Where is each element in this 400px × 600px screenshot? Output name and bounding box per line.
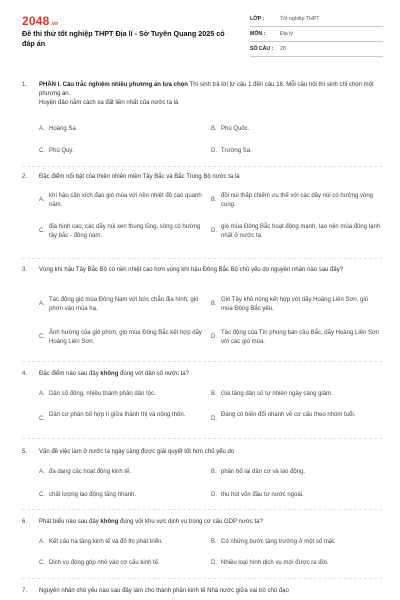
option-letter: A. <box>39 469 45 475</box>
option-a[interactable] <box>39 192 204 210</box>
question-stem <box>22 587 382 596</box>
question-divider <box>22 578 382 579</box>
question-number: 3. <box>22 267 28 273</box>
option-c[interactable] <box>39 223 204 241</box>
option-d[interactable] <box>211 491 381 500</box>
option-text: Nhiều loại hình dịch vụ mới được ra đời. <box>221 560 329 566</box>
option-b[interactable] <box>211 390 381 399</box>
option-letter: A. <box>39 126 45 132</box>
option-c[interactable] <box>39 329 204 347</box>
option-letter: D. <box>211 416 217 422</box>
option-d[interactable] <box>211 223 381 241</box>
option-letter: C. <box>39 228 45 234</box>
option-letter: C. <box>39 492 45 498</box>
option-text: Dân số đông, nhiều thành phần dân tộc. <box>49 391 156 397</box>
option-letter: A. <box>39 301 45 307</box>
question-number: 2. <box>22 174 28 180</box>
question-number: 7. <box>22 588 28 594</box>
exam-header <box>0 0 400 66</box>
exam-title: Đề thi thử tốt nghiệp THPT Địa lí - Sở Tuyên Quang 2025 có đáp án <box>22 29 225 48</box>
question-stem <box>22 370 382 379</box>
option-d[interactable] <box>211 559 381 568</box>
question-divider <box>22 361 382 362</box>
option-text: đồi núi thấp chiếm ưu thế với các dãy núi có hướng vòng cung. <box>221 193 373 208</box>
option-a[interactable] <box>39 468 204 477</box>
option-text: Đang có biến đổi nhanh về cơ cấu theo nhóm tuổi. <box>221 412 356 418</box>
option-letter: D. <box>211 228 217 234</box>
meta-value: Địa lý <box>280 31 293 37</box>
question-emphasis: không <box>100 371 119 377</box>
option-text: Phú Quốc. <box>221 126 250 132</box>
meta-row-count <box>250 42 383 57</box>
meta-label: MÔN : <box>250 31 266 37</box>
question-number: 1. <box>22 82 28 88</box>
option-d[interactable] <box>211 329 381 347</box>
option-b[interactable] <box>211 296 381 314</box>
option-letter: A. <box>39 539 45 545</box>
question-stem <box>22 448 382 457</box>
question-text: Nguyên nhân chủ yếu nào sau đây làm cho thành phần kinh tế Nhà nước giữa vai trò chủ đạo <box>39 588 289 594</box>
option-text: Ảnh hưởng của gió phơn, gió mùa Đông Bắc kết hợp dãy Hoàng Liên Sơn. <box>49 330 202 345</box>
option-text: Có những bước tăng trưởng ở một số mặt. <box>221 539 336 545</box>
option-letter: B. <box>211 469 217 475</box>
option-text: Gió Tây khô nóng kết hợp với dãy Hoàng Liên Sơn, gió mùa Đông Bắc yếu. <box>221 297 369 312</box>
option-text: Tác động của Tín phong bán cầu Bắc, dãy Hoàng Liên Sơn với các gió mùa. <box>221 330 380 345</box>
option-b[interactable] <box>211 468 381 477</box>
question-number: 5. <box>22 449 28 455</box>
question-text: Vùng khí hậu Tây Bắc Bộ có nền nhiệt cao hơn vùng khí hậu Đông Bắc Bộ chủ yếu do nguyên nhân nào sau đây? <box>39 267 344 273</box>
option-c[interactable] <box>39 491 204 500</box>
option-letter: B. <box>211 301 217 307</box>
option-a[interactable] <box>39 296 204 314</box>
option-text: phân bố lại dân cư và lao động. <box>221 469 306 475</box>
option-c[interactable] <box>39 411 204 424</box>
question-number: 6. <box>22 519 28 525</box>
question-stem <box>22 81 382 108</box>
option-letter: C. <box>39 148 45 154</box>
option-d[interactable] <box>211 411 381 424</box>
option-b[interactable] <box>211 125 381 134</box>
question-stem <box>22 266 382 275</box>
question-text: Huyện đảo nằm cách xa đất liền nhất của nước ta là <box>39 100 179 106</box>
option-text: Kết cấu hạ tầng kinh tế và đô thị phát triển. <box>49 539 164 545</box>
option-letter: A. <box>39 391 45 397</box>
question-stem <box>22 518 382 527</box>
question-divider <box>22 509 382 510</box>
option-text: Dịch vụ đóng góp nhỏ vào cơ cấu kinh tế. <box>49 560 160 566</box>
meta-row-class <box>250 12 383 27</box>
question-emphasis: không <box>100 519 119 525</box>
option-letter: D. <box>211 148 217 154</box>
section-title: PHẦN I. Câu trắc nghiệm nhiều phương án lựa chọn <box>39 82 188 88</box>
option-c[interactable] <box>39 147 204 156</box>
question-divider <box>22 258 382 259</box>
option-text: thu hút vốn đầu tư nước ngoài. <box>221 492 304 498</box>
option-text: Phú Quý. <box>49 148 75 154</box>
option-a[interactable] <box>39 125 204 134</box>
option-text: khí hậu cận xích đạo gió mùa với nền nhiệt độ cao quanh năm. <box>49 193 202 208</box>
question-divider <box>22 438 382 439</box>
option-text: Hoàng Sa. <box>49 126 78 132</box>
option-letter: D. <box>211 334 217 340</box>
question-text: Đặc điểm nào sau đây <box>39 371 101 377</box>
option-letter: C. <box>39 416 45 422</box>
option-text: chất lượng lao động tăng nhanh. <box>49 492 137 498</box>
option-b[interactable] <box>211 192 381 210</box>
option-d[interactable] <box>211 147 381 156</box>
option-text: Dân cư phân bố hợp lí giữa thành thị và nông thôn. <box>49 412 186 418</box>
question-text: Phát biểu nào sau đây <box>39 519 101 525</box>
option-b[interactable] <box>211 538 381 547</box>
question-divider <box>22 166 382 167</box>
option-text: đa dạng các hoạt động kinh tế. <box>49 469 132 475</box>
question-text: đúng với khu vực dịch vụ trong cơ cấu GDP nước ta? <box>118 519 263 525</box>
option-letter: B. <box>211 197 217 203</box>
option-c[interactable] <box>39 559 204 568</box>
option-text: địa hình cao, các dãy núi xen thung lũng, sông có hướng tây bắc - đông nam. <box>49 224 201 239</box>
option-letter: B. <box>211 126 217 132</box>
section-instructions: Thí sinh trả lời từ câu 1 đến câu 18. Mỗi câu hỏi thí sinh chỉ chọn một phương án. <box>39 82 374 97</box>
option-letter: A. <box>39 197 45 203</box>
option-a[interactable] <box>39 538 204 547</box>
meta-label: LỚP : <box>250 16 265 22</box>
option-letter: C. <box>39 560 45 566</box>
question-text: Vấn đề việc làm ở nước ta ngày càng được giải quyết tốt hơn chủ yếu do <box>39 449 235 455</box>
meta-value: Tốt nghiệp THPT <box>280 16 320 22</box>
option-text: Tác động gió mùa Đông Nam với bức chắn địa hình, gió phơn vào mùa hạ. <box>49 297 199 312</box>
option-letter: D. <box>211 492 217 498</box>
option-text: gió mùa Đông Bắc hoạt động mạnh, tạo nên mùa đông lạnh nhất ở nước ta. <box>221 224 381 239</box>
meta-row-subject <box>250 27 383 42</box>
option-letter: B. <box>211 539 217 545</box>
option-a[interactable] <box>39 390 204 399</box>
option-letter: C. <box>39 334 45 340</box>
option-text: Gia tăng dân số tự nhiên ngày càng giảm. <box>221 391 333 397</box>
question-number: 4. <box>22 371 28 377</box>
option-text: Trường Sa. <box>221 148 252 154</box>
exam-meta-box <box>250 12 383 57</box>
site-logo[interactable]: 2048.vn <box>22 14 59 28</box>
option-letter: B. <box>211 391 217 397</box>
question-text: đúng với dân số nước ta? <box>118 371 189 377</box>
meta-label: SỐ CÂU : <box>250 46 274 52</box>
meta-value: 28 <box>280 46 286 52</box>
question-stem <box>22 173 382 182</box>
option-letter: D. <box>211 560 217 566</box>
question-text: Đặc điểm nổi bật của thiên nhiên miền Tây Bắc và Bắc Trung Bộ nước ta là <box>39 174 240 180</box>
